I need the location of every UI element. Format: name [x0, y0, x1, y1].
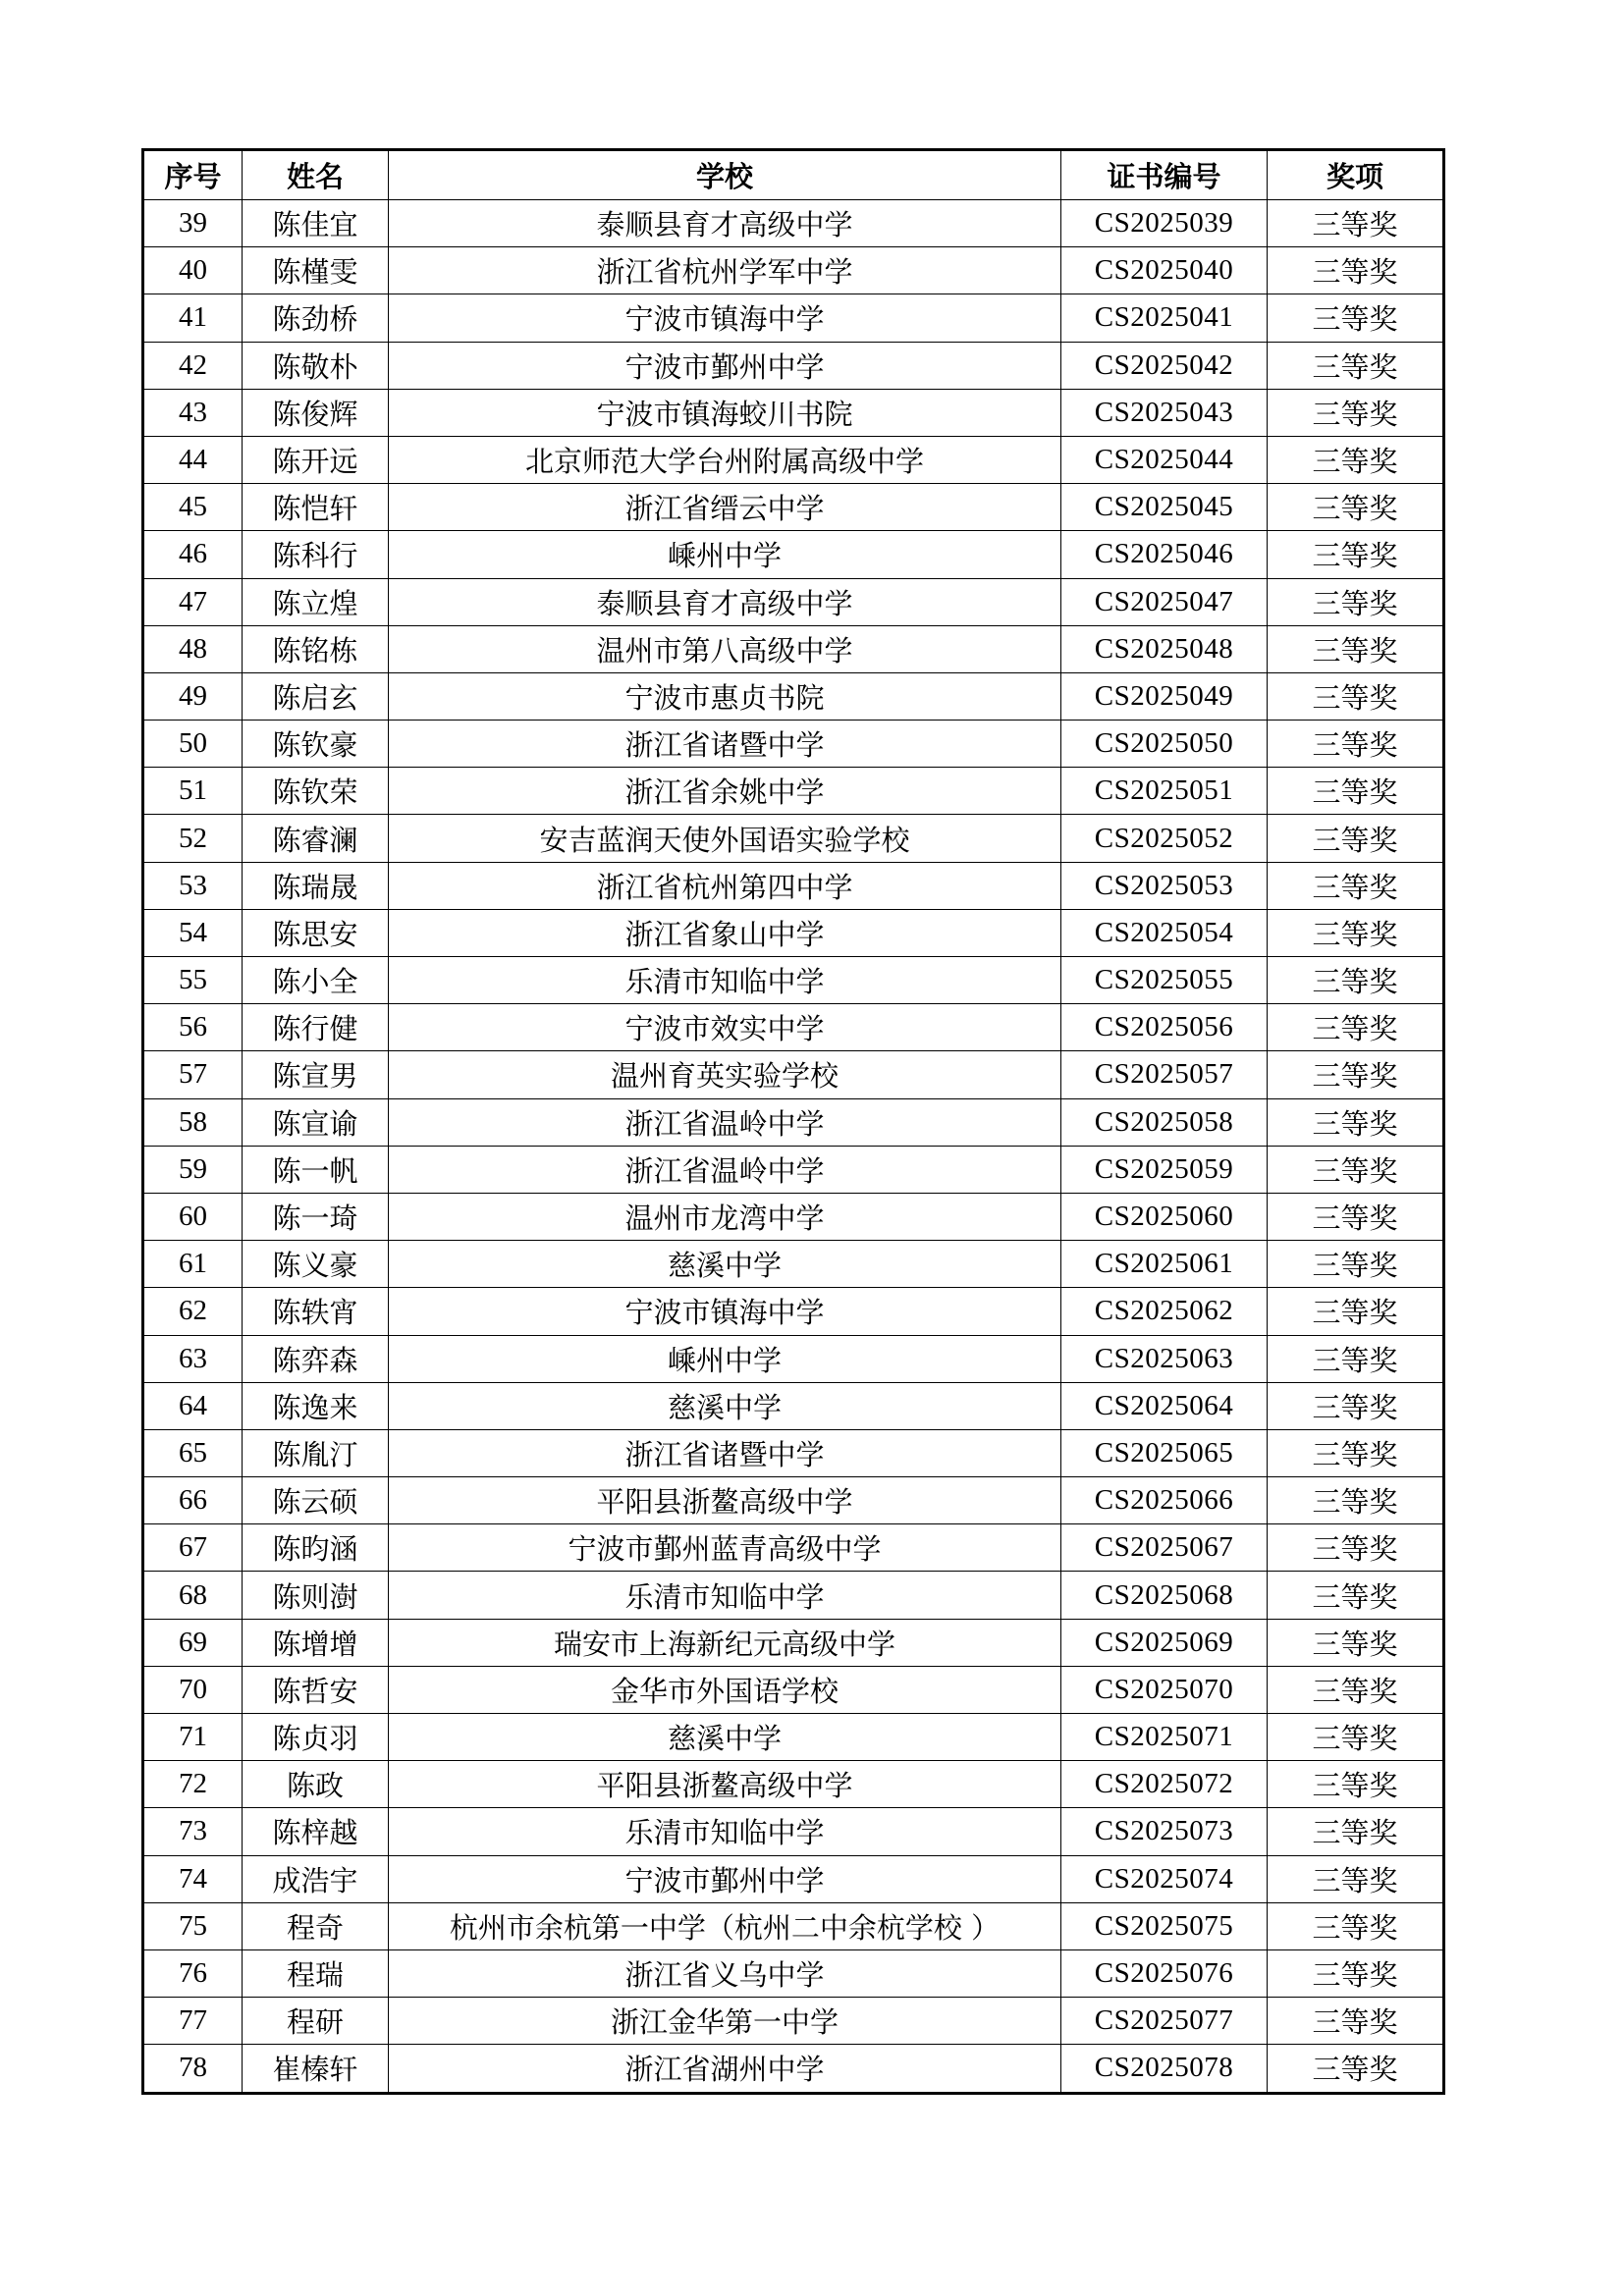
cell-cert: CS2025064	[1061, 1382, 1268, 1429]
cell-award: 三等奖	[1268, 1477, 1444, 1524]
cell-no: 39	[143, 200, 243, 247]
cell-cert: CS2025069	[1061, 1619, 1268, 1666]
cell-name: 陈贞羽	[243, 1714, 389, 1761]
cell-name: 陈昀涵	[243, 1524, 389, 1572]
cell-name: 陈政	[243, 1761, 389, 1808]
cell-cert: CS2025077	[1061, 1998, 1268, 2045]
cell-school: 宁波市鄞州蓝青高级中学	[389, 1524, 1061, 1572]
cell-school: 浙江省杭州学军中学	[389, 247, 1061, 294]
cell-cert: CS2025042	[1061, 342, 1268, 389]
table-row	[143, 1761, 1444, 1808]
cell-no: 76	[143, 1949, 243, 1997]
table-row	[143, 531, 1444, 578]
table-row	[143, 389, 1444, 436]
cell-no: 59	[143, 1146, 243, 1193]
cell-award: 三等奖	[1268, 1902, 1444, 1949]
cell-cert: CS2025056	[1061, 1004, 1268, 1051]
header-row	[143, 150, 1444, 200]
cell-school: 杭州市余杭第一中学（杭州二中余杭学校 ）	[389, 1902, 1061, 1949]
cell-cert: CS2025044	[1061, 436, 1268, 483]
cell-school: 浙江金华第一中学	[389, 1998, 1061, 2045]
table-row	[143, 672, 1444, 720]
cell-name: 陈佳宜	[243, 200, 389, 247]
cell-cert: CS2025061	[1061, 1241, 1268, 1288]
cell-award: 三等奖	[1268, 1949, 1444, 1997]
cell-award: 三等奖	[1268, 1051, 1444, 1098]
cell-name: 陈弈森	[243, 1335, 389, 1382]
cell-award: 三等奖	[1268, 436, 1444, 483]
cell-name: 陈增增	[243, 1619, 389, 1666]
cell-award: 三等奖	[1268, 294, 1444, 342]
cell-no: 49	[143, 672, 243, 720]
cell-school: 温州市第八高级中学	[389, 625, 1061, 672]
cell-school: 慈溪中学	[389, 1714, 1061, 1761]
cell-no: 52	[143, 815, 243, 862]
cell-school: 浙江省杭州第四中学	[389, 862, 1061, 909]
cell-school: 泰顺县育才高级中学	[389, 578, 1061, 625]
cell-award: 三等奖	[1268, 1193, 1444, 1240]
cell-name: 陈则澍	[243, 1572, 389, 1619]
cell-award: 三等奖	[1268, 342, 1444, 389]
table-row	[143, 1949, 1444, 1997]
cell-school: 宁波市鄞州中学	[389, 342, 1061, 389]
table-row	[143, 1666, 1444, 1713]
cell-no: 43	[143, 389, 243, 436]
cell-school: 慈溪中学	[389, 1241, 1061, 1288]
cell-award: 三等奖	[1268, 1714, 1444, 1761]
table-row	[143, 909, 1444, 956]
table-row	[143, 247, 1444, 294]
cell-name: 陈俊辉	[243, 389, 389, 436]
table-row	[143, 768, 1444, 815]
cell-name: 陈钦荣	[243, 768, 389, 815]
cell-cert: CS2025068	[1061, 1572, 1268, 1619]
cell-name: 崔榛轩	[243, 2045, 389, 2093]
table-row	[143, 1477, 1444, 1524]
cell-school: 温州育英实验学校	[389, 1051, 1061, 1098]
header-school: 学校	[389, 150, 1061, 200]
table-row	[143, 342, 1444, 389]
cell-no: 72	[143, 1761, 243, 1808]
table-body	[143, 200, 1444, 2094]
cell-no: 46	[143, 531, 243, 578]
cell-award: 三等奖	[1268, 1241, 1444, 1288]
cell-school: 浙江省诸暨中学	[389, 1429, 1061, 1476]
cell-no: 63	[143, 1335, 243, 1382]
cell-name: 陈哲安	[243, 1666, 389, 1713]
cell-award: 三等奖	[1268, 1572, 1444, 1619]
cell-no: 78	[143, 2045, 243, 2093]
cell-school: 安吉蓝润天使外国语实验学校	[389, 815, 1061, 862]
cell-name: 陈瑞晟	[243, 862, 389, 909]
cell-name: 陈恺轩	[243, 484, 389, 531]
table-row	[143, 1998, 1444, 2045]
table-row	[143, 578, 1444, 625]
cell-name: 陈劲桥	[243, 294, 389, 342]
table-row	[143, 721, 1444, 768]
cell-school: 宁波市鄞州中学	[389, 1855, 1061, 1902]
table-row	[143, 436, 1444, 483]
table-row	[143, 1714, 1444, 1761]
header-no: 序号	[143, 150, 243, 200]
cell-award: 三等奖	[1268, 1146, 1444, 1193]
cell-award: 三等奖	[1268, 484, 1444, 531]
award-table	[141, 148, 1445, 2095]
cell-school: 浙江省象山中学	[389, 909, 1061, 956]
cell-cert: CS2025072	[1061, 1761, 1268, 1808]
cell-no: 66	[143, 1477, 243, 1524]
cell-cert: CS2025053	[1061, 862, 1268, 909]
cell-no: 69	[143, 1619, 243, 1666]
table-row	[143, 1288, 1444, 1335]
cell-award: 三等奖	[1268, 531, 1444, 578]
table-row	[143, 1429, 1444, 1476]
cell-school: 宁波市效实中学	[389, 1004, 1061, 1051]
cell-cert: CS2025040	[1061, 247, 1268, 294]
cell-school: 浙江省缙云中学	[389, 484, 1061, 531]
cell-school: 宁波市镇海蛟川书院	[389, 389, 1061, 436]
cell-name: 陈科行	[243, 531, 389, 578]
cell-award: 三等奖	[1268, 1335, 1444, 1382]
cell-award: 三等奖	[1268, 2045, 1444, 2093]
cell-cert: CS2025070	[1061, 1666, 1268, 1713]
cell-no: 60	[143, 1193, 243, 1240]
cell-school: 北京师范大学台州附属高级中学	[389, 436, 1061, 483]
cell-cert: CS2025058	[1061, 1098, 1268, 1146]
cell-school: 浙江省余姚中学	[389, 768, 1061, 815]
cell-no: 73	[143, 1808, 243, 1855]
table-row	[143, 1004, 1444, 1051]
cell-name: 陈胤汀	[243, 1429, 389, 1476]
cell-no: 71	[143, 1714, 243, 1761]
cell-award: 三等奖	[1268, 957, 1444, 1004]
cell-no: 47	[143, 578, 243, 625]
header-award: 奖项	[1268, 150, 1444, 200]
cell-name: 陈立煌	[243, 578, 389, 625]
cell-no: 68	[143, 1572, 243, 1619]
cell-cert: CS2025057	[1061, 1051, 1268, 1098]
cell-cert: CS2025073	[1061, 1808, 1268, 1855]
cell-no: 55	[143, 957, 243, 1004]
cell-award: 三等奖	[1268, 1429, 1444, 1476]
table-row	[143, 294, 1444, 342]
cell-award: 三等奖	[1268, 862, 1444, 909]
cell-cert: CS2025049	[1061, 672, 1268, 720]
cell-school: 乐清市知临中学	[389, 1572, 1061, 1619]
cell-no: 67	[143, 1524, 243, 1572]
cell-no: 42	[143, 342, 243, 389]
table-row	[143, 1619, 1444, 1666]
table-row	[143, 1572, 1444, 1619]
cell-name: 陈敬朴	[243, 342, 389, 389]
table-row	[143, 484, 1444, 531]
cell-name: 陈义豪	[243, 1241, 389, 1288]
cell-school: 浙江省湖州中学	[389, 2045, 1061, 2093]
cell-name: 陈行健	[243, 1004, 389, 1051]
cell-school: 金华市外国语学校	[389, 1666, 1061, 1713]
cell-name: 陈小全	[243, 957, 389, 1004]
cell-name: 陈逸来	[243, 1382, 389, 1429]
cell-school: 平阳县浙鳌高级中学	[389, 1761, 1061, 1808]
cell-cert: CS2025050	[1061, 721, 1268, 768]
cell-cert: CS2025074	[1061, 1855, 1268, 1902]
cell-name: 陈槿雯	[243, 247, 389, 294]
cell-cert: CS2025045	[1061, 484, 1268, 531]
cell-award: 三等奖	[1268, 1808, 1444, 1855]
cell-name: 陈宣男	[243, 1051, 389, 1098]
cell-cert: CS2025055	[1061, 957, 1268, 1004]
cell-no: 74	[143, 1855, 243, 1902]
cell-name: 陈钦豪	[243, 721, 389, 768]
cell-award: 三等奖	[1268, 200, 1444, 247]
cell-no: 70	[143, 1666, 243, 1713]
cell-school: 宁波市镇海中学	[389, 294, 1061, 342]
header-cert: 证书编号	[1061, 150, 1268, 200]
cell-cert: CS2025076	[1061, 1949, 1268, 1997]
cell-school: 宁波市镇海中学	[389, 1288, 1061, 1335]
cell-cert: CS2025060	[1061, 1193, 1268, 1240]
cell-cert: CS2025065	[1061, 1429, 1268, 1476]
table-row	[143, 1382, 1444, 1429]
cell-no: 61	[143, 1241, 243, 1288]
cell-no: 45	[143, 484, 243, 531]
cell-award: 三等奖	[1268, 1004, 1444, 1051]
cell-school: 浙江省温岭中学	[389, 1146, 1061, 1193]
cell-cert: CS2025047	[1061, 578, 1268, 625]
cell-name: 程瑞	[243, 1949, 389, 1997]
cell-cert: CS2025039	[1061, 200, 1268, 247]
cell-award: 三等奖	[1268, 1098, 1444, 1146]
table-row	[143, 1051, 1444, 1098]
cell-name: 成浩宇	[243, 1855, 389, 1902]
cell-award: 三等奖	[1268, 1619, 1444, 1666]
cell-school: 平阳县浙鳌高级中学	[389, 1477, 1061, 1524]
cell-no: 54	[143, 909, 243, 956]
cell-cert: CS2025043	[1061, 389, 1268, 436]
table-row	[143, 1098, 1444, 1146]
cell-no: 48	[143, 625, 243, 672]
table-row	[143, 815, 1444, 862]
cell-cert: CS2025078	[1061, 2045, 1268, 2093]
cell-cert: CS2025067	[1061, 1524, 1268, 1572]
cell-school: 宁波市惠贞书院	[389, 672, 1061, 720]
cell-no: 51	[143, 768, 243, 815]
table-row	[143, 625, 1444, 672]
header-name: 姓名	[243, 150, 389, 200]
cell-cert: CS2025066	[1061, 1477, 1268, 1524]
cell-award: 三等奖	[1268, 389, 1444, 436]
table-row	[143, 957, 1444, 1004]
cell-award: 三等奖	[1268, 578, 1444, 625]
cell-award: 三等奖	[1268, 1288, 1444, 1335]
cell-school: 嵊州中学	[389, 1335, 1061, 1382]
cell-school: 浙江省温岭中学	[389, 1098, 1061, 1146]
cell-award: 三等奖	[1268, 1666, 1444, 1713]
cell-cert: CS2025054	[1061, 909, 1268, 956]
cell-school: 乐清市知临中学	[389, 957, 1061, 1004]
cell-no: 41	[143, 294, 243, 342]
cell-school: 温州市龙湾中学	[389, 1193, 1061, 1240]
table-row	[143, 1335, 1444, 1382]
cell-cert: CS2025059	[1061, 1146, 1268, 1193]
cell-name: 程研	[243, 1998, 389, 2045]
table-row	[143, 200, 1444, 247]
cell-name: 陈梓越	[243, 1808, 389, 1855]
cell-name: 陈一琦	[243, 1193, 389, 1240]
cell-no: 57	[143, 1051, 243, 1098]
cell-name: 陈宣谕	[243, 1098, 389, 1146]
cell-name: 陈一帆	[243, 1146, 389, 1193]
cell-award: 三等奖	[1268, 815, 1444, 862]
table-row	[143, 1193, 1444, 1240]
cell-no: 53	[143, 862, 243, 909]
cell-award: 三等奖	[1268, 721, 1444, 768]
cell-school: 浙江省诸暨中学	[389, 721, 1061, 768]
cell-award: 三等奖	[1268, 1855, 1444, 1902]
cell-name: 陈云硕	[243, 1477, 389, 1524]
cell-cert: CS2025052	[1061, 815, 1268, 862]
cell-no: 64	[143, 1382, 243, 1429]
cell-no: 40	[143, 247, 243, 294]
cell-award: 三等奖	[1268, 1761, 1444, 1808]
table-row	[143, 1241, 1444, 1288]
cell-no: 58	[143, 1098, 243, 1146]
table-row	[143, 1855, 1444, 1902]
cell-no: 50	[143, 721, 243, 768]
cell-award: 三等奖	[1268, 768, 1444, 815]
cell-no: 77	[143, 1998, 243, 2045]
cell-no: 75	[143, 1902, 243, 1949]
cell-school: 瑞安市上海新纪元高级中学	[389, 1619, 1061, 1666]
table-row	[143, 1808, 1444, 1855]
cell-no: 62	[143, 1288, 243, 1335]
cell-school: 乐清市知临中学	[389, 1808, 1061, 1855]
cell-cert: CS2025063	[1061, 1335, 1268, 1382]
cell-name: 陈思安	[243, 909, 389, 956]
cell-cert: CS2025075	[1061, 1902, 1268, 1949]
cell-name: 陈开远	[243, 436, 389, 483]
cell-award: 三等奖	[1268, 672, 1444, 720]
table-row	[143, 2045, 1444, 2093]
table-row	[143, 862, 1444, 909]
cell-cert: CS2025051	[1061, 768, 1268, 815]
cell-award: 三等奖	[1268, 1382, 1444, 1429]
table-row	[143, 1524, 1444, 1572]
cell-school: 泰顺县育才高级中学	[389, 200, 1061, 247]
cell-name: 陈轶宵	[243, 1288, 389, 1335]
cell-award: 三等奖	[1268, 247, 1444, 294]
cell-name: 陈启玄	[243, 672, 389, 720]
cell-award: 三等奖	[1268, 1998, 1444, 2045]
cell-award: 三等奖	[1268, 909, 1444, 956]
cell-name: 陈铭栋	[243, 625, 389, 672]
cell-cert: CS2025041	[1061, 294, 1268, 342]
table-row	[143, 1146, 1444, 1193]
cell-no: 44	[143, 436, 243, 483]
cell-name: 陈睿澜	[243, 815, 389, 862]
cell-cert: CS2025048	[1061, 625, 1268, 672]
cell-no: 65	[143, 1429, 243, 1476]
cell-name: 程奇	[243, 1902, 389, 1949]
cell-award: 三等奖	[1268, 625, 1444, 672]
cell-cert: CS2025062	[1061, 1288, 1268, 1335]
cell-award: 三等奖	[1268, 1524, 1444, 1572]
cell-school: 浙江省义乌中学	[389, 1949, 1061, 1997]
cell-cert: CS2025046	[1061, 531, 1268, 578]
cell-school: 慈溪中学	[389, 1382, 1061, 1429]
table-row	[143, 1902, 1444, 1949]
cell-cert: CS2025071	[1061, 1714, 1268, 1761]
cell-school: 嵊州中学	[389, 531, 1061, 578]
cell-no: 56	[143, 1004, 243, 1051]
